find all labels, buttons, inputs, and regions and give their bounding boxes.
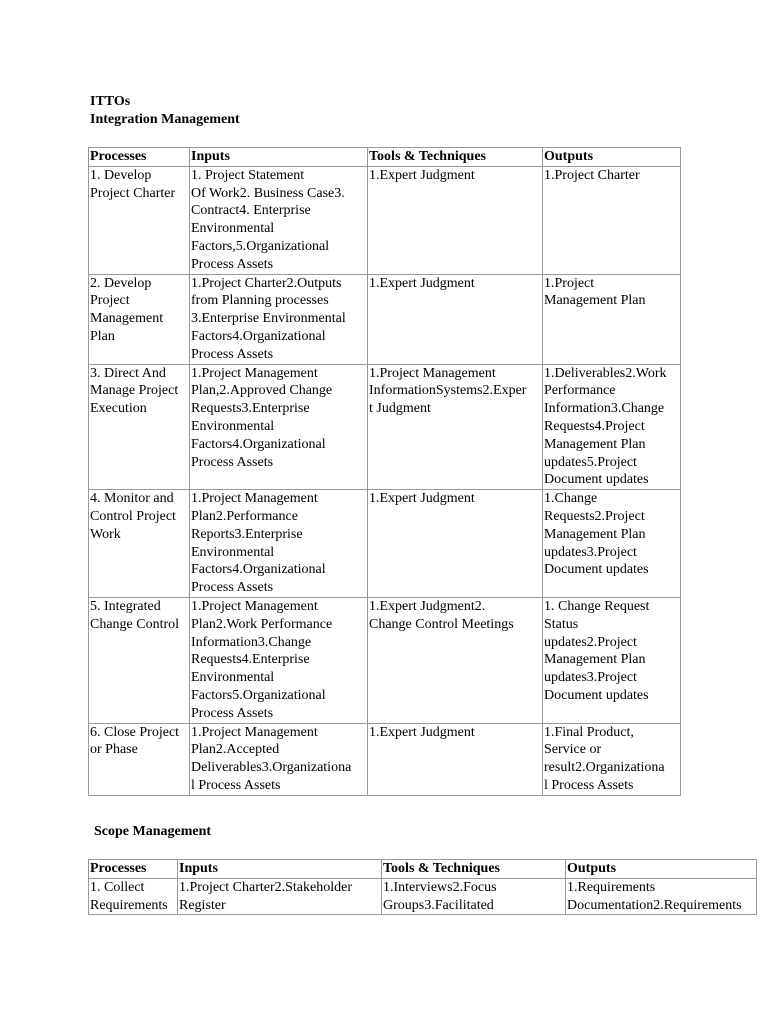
outputs-cell — [543, 274, 681, 364]
header-inputs: Inputs — [178, 860, 382, 879]
inputs-cell — [190, 723, 368, 795]
table-row — [89, 597, 681, 723]
scope-management-table — [88, 859, 757, 915]
outputs-text: 1.Requirements Documentation2.Requirements — [567, 879, 742, 913]
outputs-cell — [543, 490, 681, 598]
tools-cell — [368, 274, 543, 364]
outputs-text: 1.Project Management Plan — [544, 275, 646, 309]
process-cell — [89, 878, 178, 915]
inputs-cell — [190, 274, 368, 364]
inputs-text: 1.Project Charter2.Stakeholder Register — [179, 879, 353, 913]
inputs-text: 1.Project Charter2.Outputs from Planning processes 3.Enterprise Environmental Factors4.Organizational Process Assets — [191, 275, 346, 362]
inputs-text: 1. Project Statement Of Work2. Business Case3. Contract4. Enterprise Environmental Factors,5.Organizational Process Assets — [191, 167, 345, 272]
process-cell — [89, 364, 190, 490]
table-row — [89, 166, 681, 274]
tools-text: 1.Interviews2.Focus Groups3.Facilitated — [383, 879, 497, 913]
header-outputs: Outputs — [566, 860, 757, 879]
outputs-text: 1. Change Request Status updates2.Project Management Plan updates3.Project Document updates — [544, 598, 650, 703]
tools-cell — [368, 597, 543, 723]
process-text: 5. Integrated Change Control — [90, 598, 180, 632]
outputs-cell — [543, 723, 681, 795]
process-text: 1. Develop Project Charter — [90, 167, 176, 201]
tools-text: 1.Expert Judgment — [369, 491, 475, 507]
process-text: 4. Monitor and Control Project Work — [90, 491, 176, 542]
outputs-text: 1.Change Requests2.Project Management Plan updates3.Project Document updates — [544, 491, 649, 578]
outputs-cell — [543, 597, 681, 723]
tools-cell — [368, 166, 543, 274]
table-row — [89, 723, 681, 795]
inputs-text: 1.Project Management Plan,2.Approved Change Requests3.Enterprise Environmental Factors4.Organizational Process Assets — [191, 365, 333, 470]
outputs-text: 1.Project Charter — [544, 167, 640, 183]
process-cell — [89, 723, 190, 795]
tools-text: 1.Expert Judgment — [369, 167, 475, 183]
inputs-cell — [178, 878, 382, 915]
inputs-cell — [190, 364, 368, 490]
table-header-row — [89, 148, 681, 167]
process-text: 1. Collect Requirements — [90, 879, 168, 913]
tools-text: 1.Expert Judgment2. Change Control Meetings — [369, 598, 514, 632]
table-row — [89, 878, 757, 915]
inputs-text: 1.Project Management Plan2.Performance Reports3.Enterprise Environmental Factors4.Organizational Process Assets — [191, 491, 326, 596]
header-processes: Processes — [89, 148, 190, 167]
outputs-text: 1.Deliverables2.Work Performance Information3.Change Requests4.Project Management Plan updates5.Project Document updates — [544, 365, 667, 488]
section-title-scope: Scope Management — [94, 824, 212, 839]
tools-text: 1.Project Management InformationSystems2.Exper t Judgment — [369, 365, 527, 417]
table-header-row — [89, 860, 757, 879]
process-text: 2. Develop Project Management Plan — [90, 275, 164, 344]
process-cell — [89, 274, 190, 364]
tools-cell — [368, 490, 543, 598]
process-text: 3. Direct And Manage Project Execution — [90, 365, 179, 417]
inputs-cell — [190, 166, 368, 274]
table-row — [89, 364, 681, 490]
table-row — [89, 274, 681, 364]
outputs-text: 1.Final Product, Service or result2.Organizationa l Process Assets — [544, 724, 665, 793]
tools-text: 1.Expert Judgment — [369, 724, 475, 740]
process-cell — [89, 597, 190, 723]
process-text: 6. Close Project or Phase — [90, 724, 180, 758]
inputs-cell — [190, 597, 368, 723]
process-cell — [89, 166, 190, 274]
inputs-text: 1.Project Management Plan2.Work Performance Information3.Change Requests4.Enterprise Environmental Factors5.Organizational Process Assets — [191, 598, 333, 721]
tools-cell — [382, 878, 566, 915]
header-tools-techniques: Tools & Techniques — [382, 860, 566, 879]
header-outputs: Outputs — [543, 148, 681, 167]
inputs-text: 1.Project Management Plan2.Accepted Deliverables3.Organizationa l Process Assets — [191, 724, 352, 793]
integration-management-table — [88, 147, 681, 796]
tools-text: 1.Expert Judgment — [369, 275, 475, 291]
header-inputs: Inputs — [190, 148, 368, 167]
process-cell — [89, 490, 190, 598]
document-title: ITTOs — [90, 94, 131, 109]
header-processes: Processes — [89, 860, 178, 879]
header-tools-techniques: Tools & Techniques — [368, 148, 543, 167]
section-title-integration: Integration Management — [90, 112, 240, 127]
outputs-cell — [566, 878, 757, 915]
inputs-cell — [190, 490, 368, 598]
tools-cell — [368, 723, 543, 795]
outputs-cell — [543, 364, 681, 490]
tools-cell — [368, 364, 543, 490]
table-row — [89, 490, 681, 598]
outputs-cell — [543, 166, 681, 274]
